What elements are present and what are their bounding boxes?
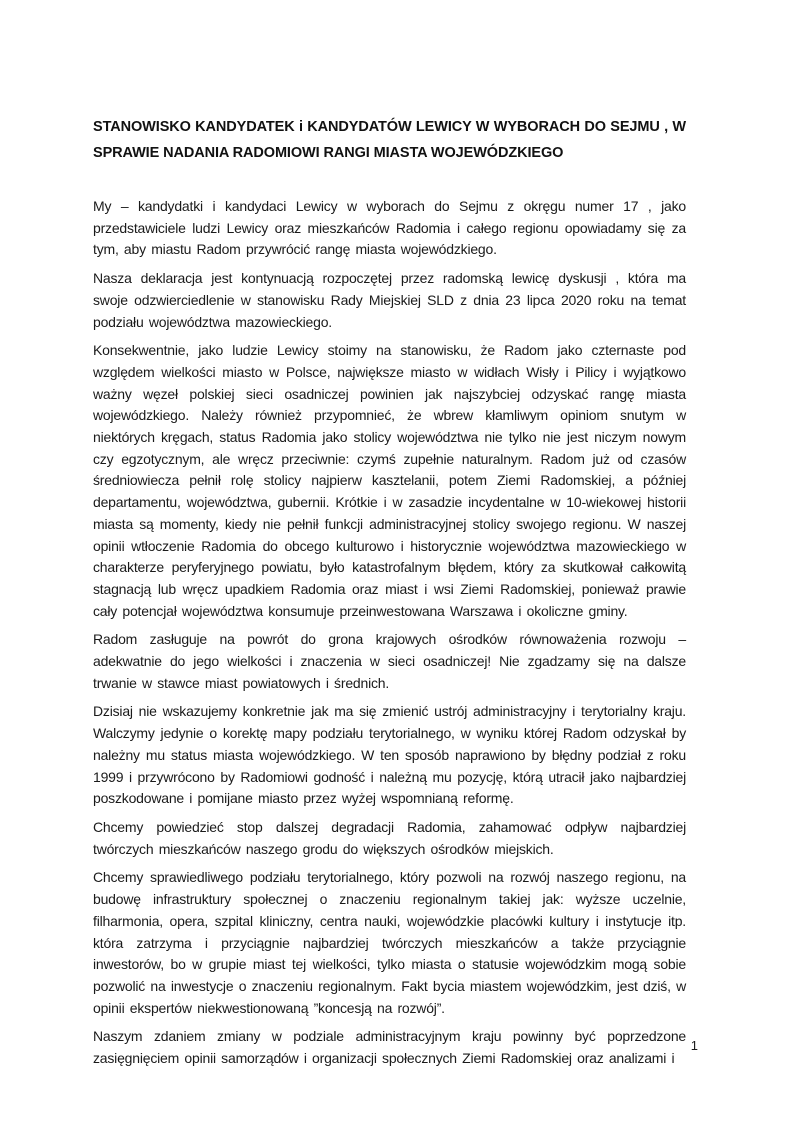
paragraph-7: Chcemy sprawiedliwego podziału terytorialnego, który pozwoli na rozwój naszego regionu, na budowę infrastruktury społecznej o znaczeniu regionalnym takiej jak: wyższe uczelnie, filharmonia, opera, szpital kliniczny, centra nauki, wojewódzkie placówki kultury i instytucje itp. która zatrzyma i przyciągnie najbardziej twórczych mieszkańców a także przyciągnie inwestorów, bo w grupie miast tej wielkości, tylko miasta o statusie wojewódzkim mogą sobie pozwolić na inwestycje o znaczeniu regionalnym. Fakt bycia miastem wojewódzkim, jest dziś, w opinii ekspertów niekwestionowaną ”koncesją na rozwój”.	[93, 869, 686, 1016]
paragraph-4: Radom zasługuje na powrót do grona krajowych ośrodków równoważenia rozwoju – adekwatnie do jego wielkości i znaczenia w sieci osadniczej! Nie zgadzamy się na dalsze trwanie w stawce miast powiatowych i średnich.	[93, 631, 686, 691]
paragraph-3: Konsekwentnie, jako ludzie Lewicy stoimy na stanowisku, że Radom jako czternaste pod względem wielkości miasto w Polsce, największe miasto w widłach Wisły i Pilicy i wyjątkowo ważny węzeł polskiej sieci osadniczej powinien jak najszybciej odzyskać rangę miasta wojewódzkiego. Należy również przypomnieć, że wbrew kłamliwym opiniom snutym w niektórych kręgach, status Radomia jako stolicy województwa nie tylko nie jest niczym nowym czy egzotycznym, ale wręcz przeciwnie: czymś zupełnie naturalnym. Radom już od czasów średniowiecza pełnił rolę stolicy najpierw kasztelanii, potem Ziemi Radomskiej, a później departamentu, województwa, gubernii. Krótkie i w zasadzie incydentalne w 10-wiekowej historii miasta są momenty, kiedy nie pełnił funkcji administracyjnej stolicy swojego regionu. W naszej opinii wtłoczenie Radomia do obcego kulturowo i historycznie województwa mazowieckiego w charakterze peryferyjnego powiatu, było katastrofalnym błędem, który za skutkował całkowitą stagnacją lub wręcz upadkiem Radomia oraz miast i wsi Ziemi Radomskiej, ponieważ prawie cały potencjał województwa konsumuje przeinwestowana Warszawa i okoliczne gminy.	[93, 342, 686, 619]
paragraph-1: My – kandydatki i kandydaci Lewicy w wyborach do Sejmu z okręgu numer 17 , jako przedstawiciele ludzi Lewicy oraz mieszkańców Radomia i całego regionu opowiadamy się za tym, aby miastu Radom przywrócić rangę miasta wojewódzkiego.	[93, 198, 686, 258]
paragraph-5: Dzisiaj nie wskazujemy konkretnie jak ma się zmienić ustrój administracyjny i terytorialny kraju. Walczymy jedynie o korektę mapy podziału terytorialnego, w wyniku której Radom odzyskał by należny mu status miasta wojewódzkiego. W ten sposób naprawiono by błędny podział z roku 1999 i przywrócono by Radomiowi godność i należną mu pozycję, którą utracił jako najbardziej poszkodowane i pomijane miasto przez wyżej wspomnianą reformę.	[93, 703, 686, 807]
page-number: 1	[690, 1038, 698, 1053]
paragraph-8: Naszym zdaniem zmiany w podziale administracyjnym kraju powinny być poprzedzone zasięgnięciem opinii samorządów i organizacji społecznych Ziemi Radomskiej oraz analizami i	[93, 1028, 686, 1067]
paragraph-6: Chcemy powiedzieć stop dalszej degradacji Radomia, zahamować odpływ najbardziej twórczych mieszkańców naszego grodu do większych ośrodków miejskich.	[93, 818, 686, 857]
paragraph-2: Nasza deklaracja jest kontynuacją rozpoczętej przez radomską lewicę dyskusji , która ma swoje odzwierciedlenie w stanowisku Rady Miejskiej SLD z dnia 23 lipca 2020 roku na temat podziału województwa mazowieckiego.	[93, 270, 686, 330]
document-title: STANOWISKO KANDYDATEK i KANDYDATÓW LEWICY W WYBORACH DO SEJMU , W SPRAWIE NADANIA RADOMIOWI RANGI MIASTA WOJEWÓDZKIEGO	[93, 119, 686, 161]
document-body	[93, 114, 686, 1077]
